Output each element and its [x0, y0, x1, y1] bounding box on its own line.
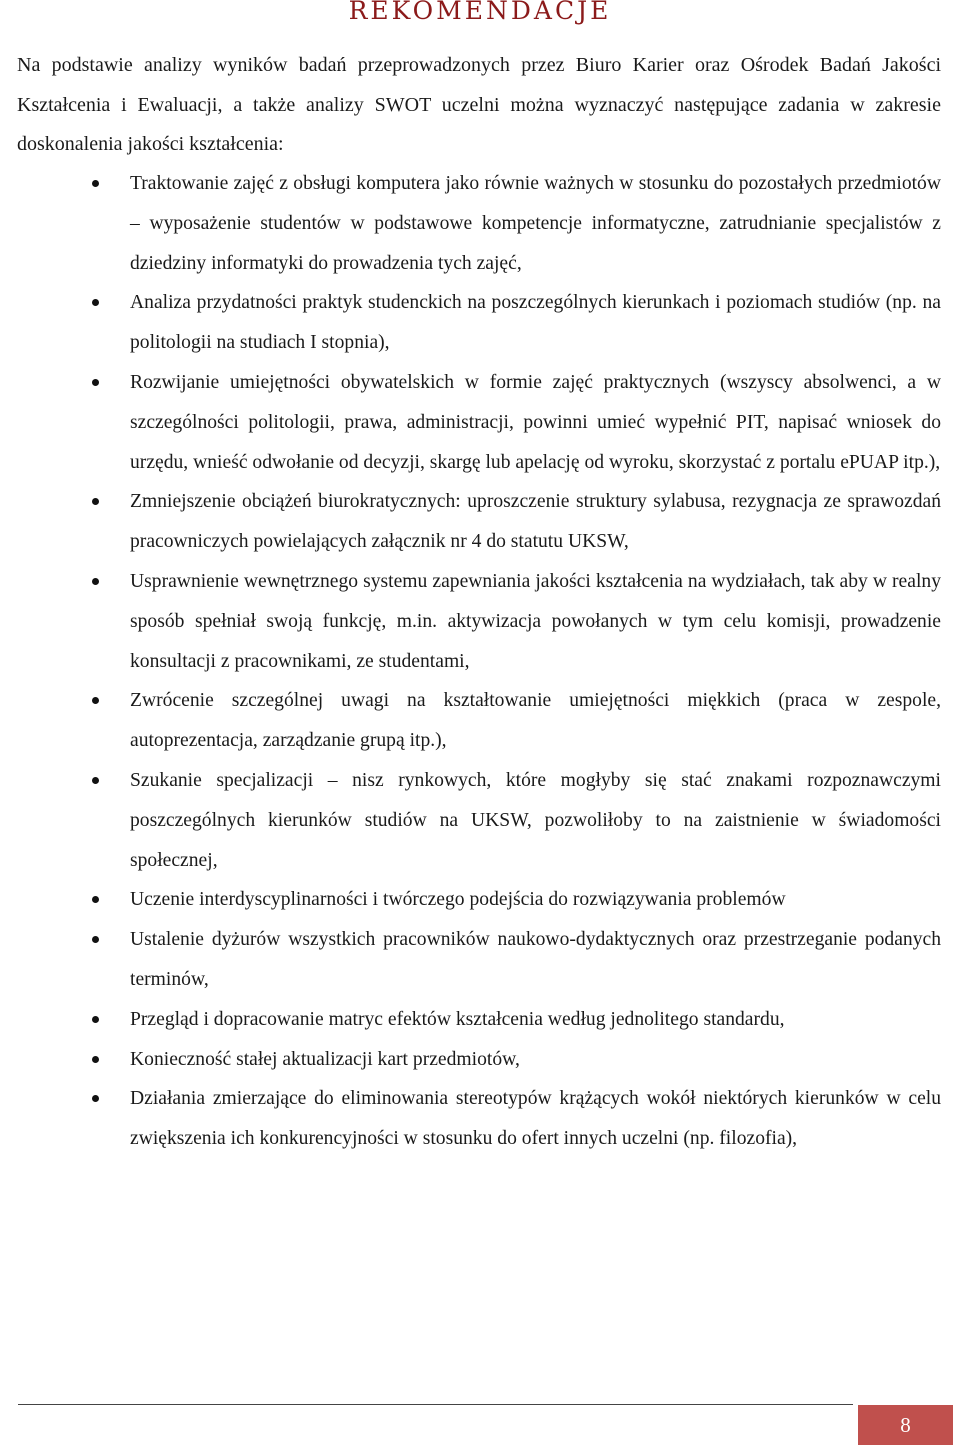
list-item-text: Szukanie specjalizacji – nisz rynkowych, które mogłyby się stać znakami rozpoznawczymi poszczególnych kierunków studiów na UKSW, pozwoliłoby to na zaistnienie w świadomości społecznej, [130, 769, 941, 871]
bullet-icon [92, 777, 99, 784]
list-item-text: Uczenie interdyscyplinarności i twórczego podejścia do rozwiązywania problemów [130, 889, 786, 911]
recommendations-list [0, 164, 960, 1159]
list-item [0, 1040, 960, 1080]
list-item [0, 681, 960, 761]
list-item-text: Zwrócenie szczególnej uwagi na kształtowanie umiejętności miękkich (praca w zespole, autoprezentacja, zarządzanie grupą itp.), [130, 690, 941, 752]
list-item-text: Zmniejszenie obciążeń biurokratycznych: uproszczenie struktury sylabusa, rezygnacja ze sprawozdań pracowniczych powielających załącznik nr 4 do statutu UKSW, [130, 491, 941, 553]
list-item [0, 761, 960, 880]
list-item [0, 1000, 960, 1040]
list-item [0, 920, 960, 1000]
page-number-badge [858, 1405, 953, 1445]
list-item [0, 164, 960, 283]
bullet-icon [92, 896, 99, 903]
bullet-icon [92, 697, 99, 704]
list-item-text: Działania zmierzające do eliminowania stereotypów krążących wokół niektórych kierunków w celu zwiększenia ich konkurencyjności w stosunku do ofert innych uczelni (np. filozofia), [130, 1088, 941, 1150]
bullet-icon [92, 1016, 99, 1023]
list-item-text: Traktowanie zajęć z obsługi komputera jako równie ważnych w stosunku do pozostałych przedmiotów – wyposażenie studentów w podstawowe kompetencje informatyczne, zatrudnianie specjalistów z dziedziny informatyki do prowadzenia tych zajęć, [130, 173, 941, 274]
bullet-icon [92, 299, 99, 306]
list-item [0, 363, 960, 482]
section-heading: REKOMENDACJE [348, 0, 612, 25]
list-item-text: Usprawnienie wewnętrznego systemu zapewniania jakości kształcenia na wydziałach, tak aby w realny sposób spełniał swoją funkcję, m.in. aktywizacja powołanych w tym celu komisji, prowadzenie konsultacji z pracownikami, ze studentami, [130, 570, 941, 672]
list-item-text: Konieczność stałej aktualizacji kart przedmiotów, [130, 1048, 520, 1070]
bullet-icon [92, 578, 99, 585]
list-item-text: Analiza przydatności praktyk studenckich na poszczególnych kierunkach i poziomach studiów (np. na politologii na studiach I stopnia), [130, 292, 941, 354]
list-item [0, 482, 960, 562]
bullet-icon [92, 1056, 99, 1063]
bullet-icon [92, 936, 99, 943]
footer-divider [18, 1404, 853, 1405]
list-item-text: Rozwijanie umiejętności obywatelskich w formie zajęć praktycznych (wszyscy absolwenci, a w szczególności politologii, prawa, administracji, powinni umieć wypełnić PIT, napisać wniosek do urzędu, wnieść odwołanie od decyzji, skargę lub apelację od wyroku, skorzystać z portalu ePUAP itp.), [130, 371, 941, 473]
list-item [0, 1079, 960, 1159]
list-item [0, 562, 960, 681]
bullet-icon [92, 1095, 99, 1102]
bullet-icon [92, 180, 99, 187]
list-item [0, 880, 960, 920]
bullet-icon [92, 498, 99, 505]
list-item [0, 283, 960, 363]
intro-paragraph: Na podstawie analizy wyników badań przeprowadzonych przez Biuro Karier oraz Ośrodek Badań Jakości Kształcenia i Ewaluacji, a także analizy SWOT uczelni można wyznaczyć następujące zadania w zakresie doskonalenia jakości kształcenia: [17, 54, 941, 155]
bullet-icon [92, 379, 99, 386]
list-item-text: Ustalenie dyżurów wszystkich pracowników naukowo-dydaktycznych oraz przestrzeganie podanych terminów, [130, 929, 941, 990]
page-number: 8 [900, 1412, 911, 1437]
list-item-text: Przegląd i dopracowanie matryc efektów kształcenia według jednolitego standardu, [130, 1008, 785, 1030]
